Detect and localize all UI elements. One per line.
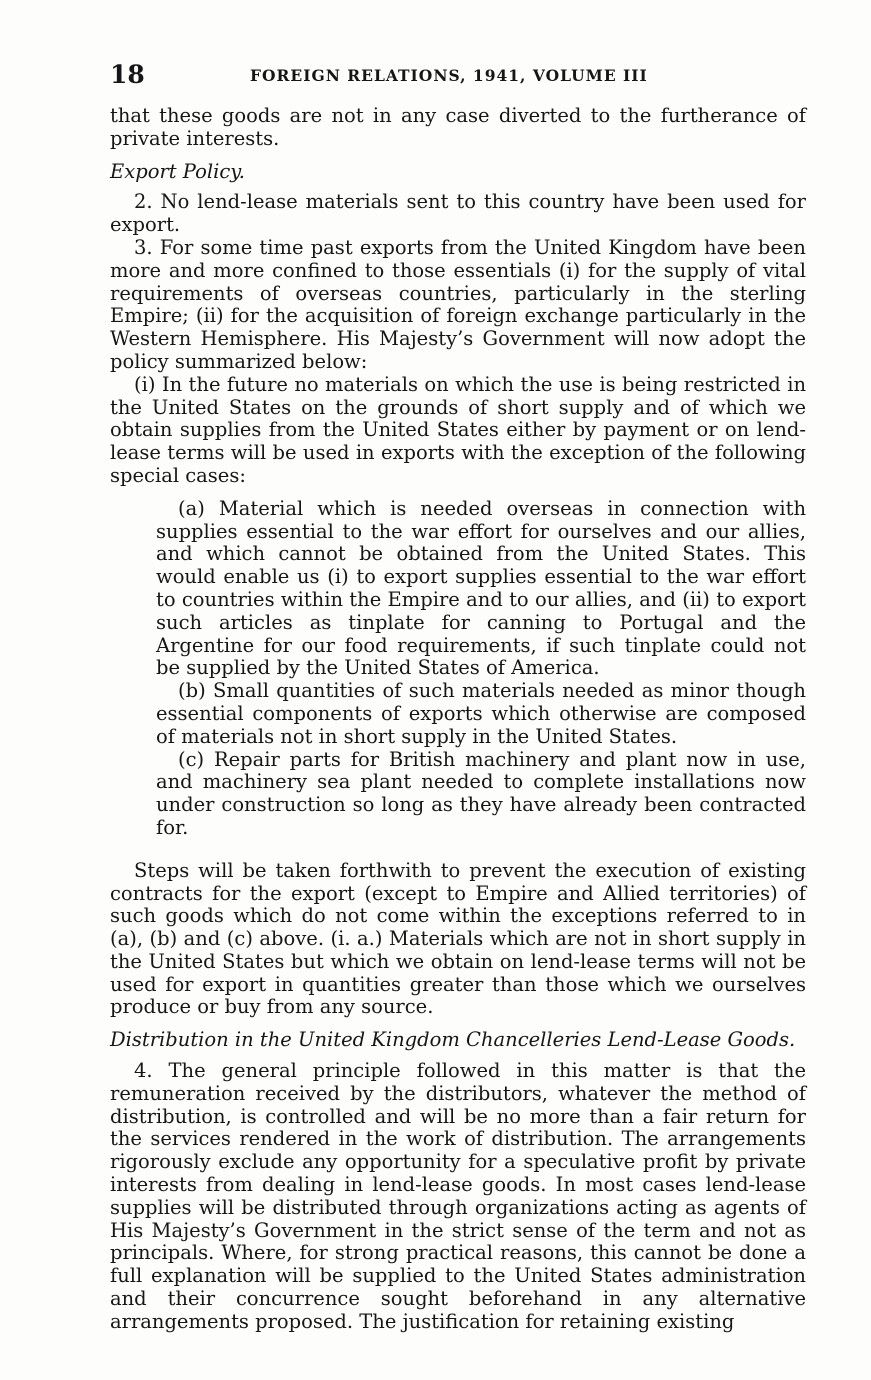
section-heading-distribution: Distribution in the United Kingdom Chancelleries Lend-Lease Goods.: [110, 1028, 796, 1052]
page-number: 18: [110, 60, 145, 89]
intro-paragraph: that these goods are not in any case diverted to the furtherance of private interests.: [110, 104, 806, 150]
paragraph-2: 2. No lend-lease materials sent to this country have been used for export.: [110, 190, 806, 237]
running-head: FOREIGN RELATIONS, 1941, VOLUME III: [250, 66, 648, 85]
paragraph-3: 3. For some time past exports from the United Kingdom have been more and more confined to those essentials (i) for the supply of vital requirements of overseas countries, particularly in the sterling Empire; (ii) for the acquisition of foreign exchange particularly in the Western Hemisphere. His Majesty’s Government will now adopt the policy summarized below:: [110, 235, 806, 373]
special-cases: [156, 498, 806, 840]
case-a: (a) Material which is needed overseas in connection with supplies essential to the war effort for ourselves and our allies, and which cannot be obtained from the United States. This would enable us (i) to export supplies essential to the war effort to countries within the Empire and to our allies, and (ii) to export such articles as tinplate for canning to Portugal and the Argentine for our food requirements, if such tinplate could not be supplied by the United States of America.: [156, 496, 806, 680]
paragraph-3-i: (i) In the future no materials on which the use is being restricted in the United States on the grounds of short supply and of which we obtain supplies from the United States either by payment or on lend-lease terms will be used in exports with the exception of the following special cases:: [110, 372, 806, 487]
steps-paragraph: Steps will be taken forthwith to prevent the execution of existing contracts for the export (except to Empire and Allied territories) of such goods which do not come within the exceptions referred to in (a), (b) and (c) above. (i. a.) Materials which are not in short supply in the United States but which we obtain on lend-lease terms will not be used for export in quantities greater than those which we ourselves produce or buy from any source.: [110, 858, 806, 1019]
body-text: [110, 105, 806, 1334]
section-heading-export: Export Policy.: [110, 159, 245, 183]
case-b: (b) Small quantities of such materials needed as minor though essential components of exports which otherwise are composed of materials not in short supply in the United States.: [156, 679, 806, 748]
paragraph-4: 4. The general principle followed in this matter is that the remuneration received by the distributors, whatever the method of distribution, is controlled and will be no more than a fair return for the services rendered in the work of distribution. The arrangements rigorously exclude any opportunity for a speculative profit by private interests from dealing in lend-lease goods. In most cases lend-lease supplies will be distributed through organizations acting as agents of His Majesty’s Government in the strict sense of the term and not as principals. Where, for strong practical reasons, this cannot be done a full explanation will be supplied to the United States administration and their concurrence sought beforehand in any alternative arrangements proposed. The justification for retaining existing: [110, 1059, 806, 1333]
page-header: [110, 60, 810, 90]
case-c: (c) Repair parts for British machinery and plant now in use, and machinery sea plant needed to complete installations now under construction so long as they have already been contracted for.: [156, 747, 806, 839]
